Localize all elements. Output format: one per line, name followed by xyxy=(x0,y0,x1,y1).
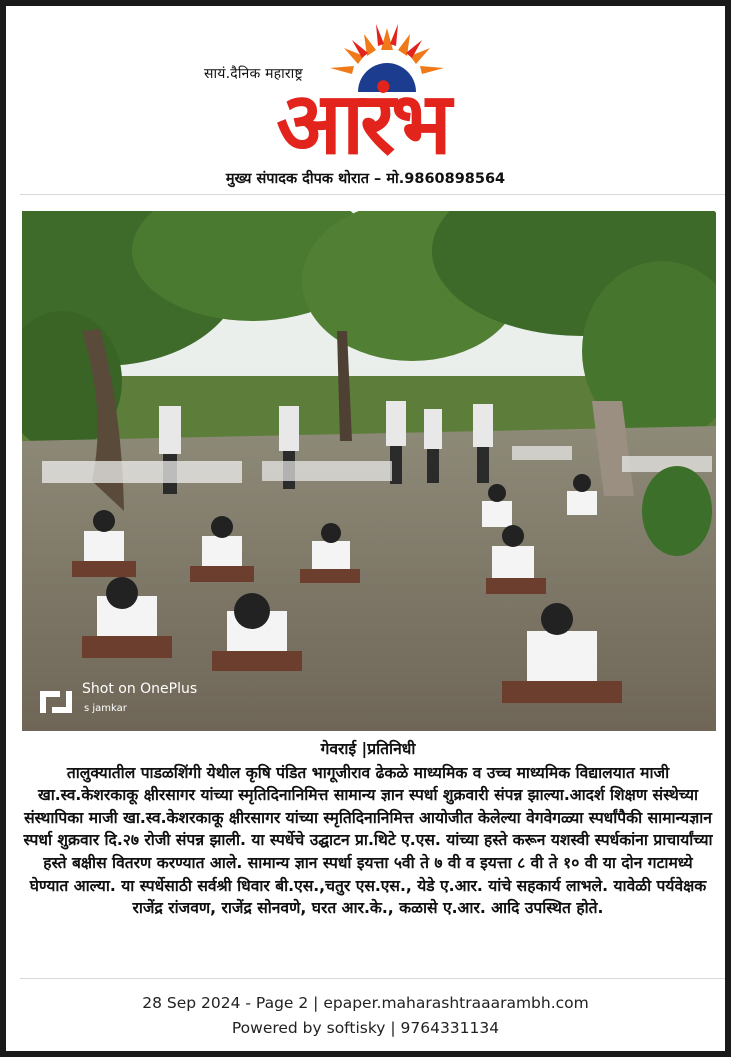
watermark-brand: Shot on OnePlus xyxy=(82,681,198,697)
footer-powered-by: Powered by softisky | 9764331134 xyxy=(231,1019,500,1037)
oneplus-logo-icon xyxy=(38,689,74,715)
article-body: तालुक्यातील पाडळशिंगी येथील कृषि पंडित भागूजीराव ढेकळे माध्यमिक व उच्च माध्यमिक विद्यालयात माजी खा.स्व.केशरकाकू क्षीरसागर यांच्या स्मृतिदिनानिमित्त सामान्य ज्ञान स्पर्धा शुक्रवारी संपन्न झाल्या.आदर्श शिक्षण संस्थेच्या संस्थापिका माजी खा.स्व.केशरकाकू क्षीरसागर यांच्या स्मृतिदिनानिमित्त आयोजीत केलेल्या वेगवेगळ्या स्पर्धांपैकी सामान्यज्ञान स्पर्धा शुक्रवार दि.२७ रोजी संपन्न झाली. या स्पर्धेचे उद्घाटन प्रा.थिटे ए.एस. यांच्या हस्ते करून यशस्वी स्पर्धकांना प्राचार्यांच्या हस्ते बक्षीस वितरण करण्यात आले. सामान्य ज्ञान स्पर्धा इयत्ता ५वी ते ७ वी व इयत्ता ८ वी ते १० वी या दोन गटामध्ये घेण्यात आल्या. या स्पर्धेसाठी सर्वश्री धिवार बी.एस.,चतुर एस.एस., येडे ए.आर. यांचे सहकार्य लाभले. यावेळी पर्यवेक्षक राजेंद्र रांजवण, राजेंद्र सोनवणे, घरत आर.के., कळासे ए.आर. आदि उपस्थित होते. xyxy=(23,763,713,918)
divider xyxy=(20,978,725,979)
newspaper-logo: आरंभ xyxy=(276,74,448,174)
news-photo xyxy=(22,211,716,731)
masthead xyxy=(6,6,725,206)
epaper-page xyxy=(6,6,725,1051)
footer-date-url[interactable]: 28 Sep 2024 - Page 2 | epaper.maharashtraaarambh.com xyxy=(142,994,589,1012)
masthead-tagline: सायं.दैनिक महाराष्ट्र xyxy=(204,66,303,82)
article-dateline: गेवराई |प्रतिनिधी xyxy=(320,740,416,758)
divider xyxy=(20,194,725,195)
news-article xyxy=(22,738,714,920)
watermark-user: s jamkar xyxy=(84,703,127,714)
editor-line: मुख्य संपादक दीपक थोरात – मो.9860898564 xyxy=(225,171,506,187)
